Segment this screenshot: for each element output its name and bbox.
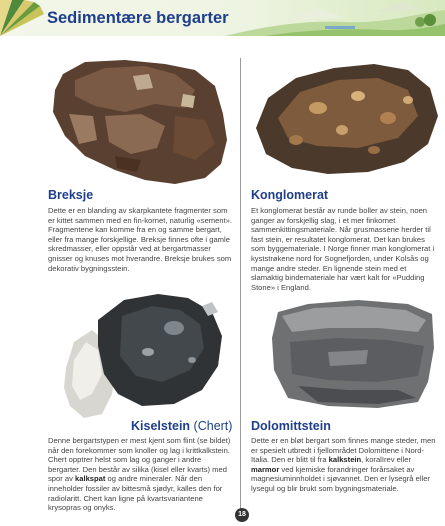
dolomittstein-rock-image	[268, 298, 438, 410]
konglomerat-text: Et konglomerat består av runde boller av stein, noen ganger av forskjellig slag, i et mer finkornet sammenkittingsmateriale. Når grusmassene herder til fast stein, er resultatet konglomerat. Det kan brukes som byggemateriale. I Norge finner man konglomerat i kyststrøkene nord for Sognefjorden, under Kolsås og mange andre steder. En lignende stein med et slamaktig bindemateriale har vært kalt for «Pudding Stone» i England.	[251, 206, 435, 292]
header-banner	[0, 0, 445, 36]
kiselstein-heading	[131, 419, 232, 433]
page-title: Sedimentære bergarter	[47, 9, 229, 27]
kiselstein-subtitle: (Chert)	[193, 419, 233, 433]
kiselstein-rock-image	[62, 290, 227, 420]
breksje-rock-image	[45, 56, 235, 188]
konglomerat-rock-image	[248, 58, 443, 180]
dolomittstein-text	[251, 436, 437, 494]
dolomittstein-text-bold1: kalkstein	[328, 455, 362, 465]
dolomittstein-text-part1: Dette er en bløt bergart som finnes mange steder, men er spesielt utbredt i fjellområdet Dolomittene i Nord-Italia. Den er blitt til fra	[251, 436, 436, 465]
konglomerat-heading: Konglomerat	[251, 188, 329, 202]
kiselstein-title: Kiselstein	[131, 419, 191, 433]
dolomittstein-text-part3: ved kjemiske forandringer forårsaket av magnesiuminnholdet i sjøvannet. Den er lysegrå eller lysegul og blir brukt som bygningsmateriale.	[251, 464, 430, 493]
breksje-heading: Breksje	[48, 188, 94, 202]
fan-illustration	[0, 0, 44, 36]
dolomittstein-text-part2: , koralIrev eller	[361, 455, 411, 465]
breksje-text: Dette er en blanding av skarpkantete fragmenter som er kittet sammen med en fin-kornet, naturlig «sement». Fragmentene kan komme fra en og samme bergart, eller fra mange forskjellige. Breksje finnes ofte i gamle skredmasser, eller oppstår ved at bergartmasser gnisser og knuses mot hverandre. Breksje brukes som dekorativ bygningsstein.	[48, 206, 233, 273]
kiselstein-text-bold1: kalkspat	[75, 474, 106, 484]
kiselstein-text	[48, 436, 234, 513]
dolomittstein-heading: Dolomittstein	[251, 419, 331, 433]
kiselstein-text-part2: og andre mineraler. Når den inneholder fossiler av bittesmå sjødyr, kalles den for radiolaritt. Chert kan ligne på kvartsvariantene krysopras og onyks.	[48, 474, 223, 513]
column-divider	[240, 58, 241, 510]
page-number: 18	[235, 508, 249, 522]
kiselstein-text-part1: Denne bergartstypen er mest kjent som flint (se bildet) når den forekommer som knoller og lag i krittkalkstein. Chert opptrer helst som lag og ganger i andre bergarter. Den består av silika (kisel eller kvarts) med spor av	[48, 436, 231, 484]
dolomittstein-text-bold2: marmor	[251, 464, 280, 474]
landscape-illustration	[225, 0, 445, 36]
